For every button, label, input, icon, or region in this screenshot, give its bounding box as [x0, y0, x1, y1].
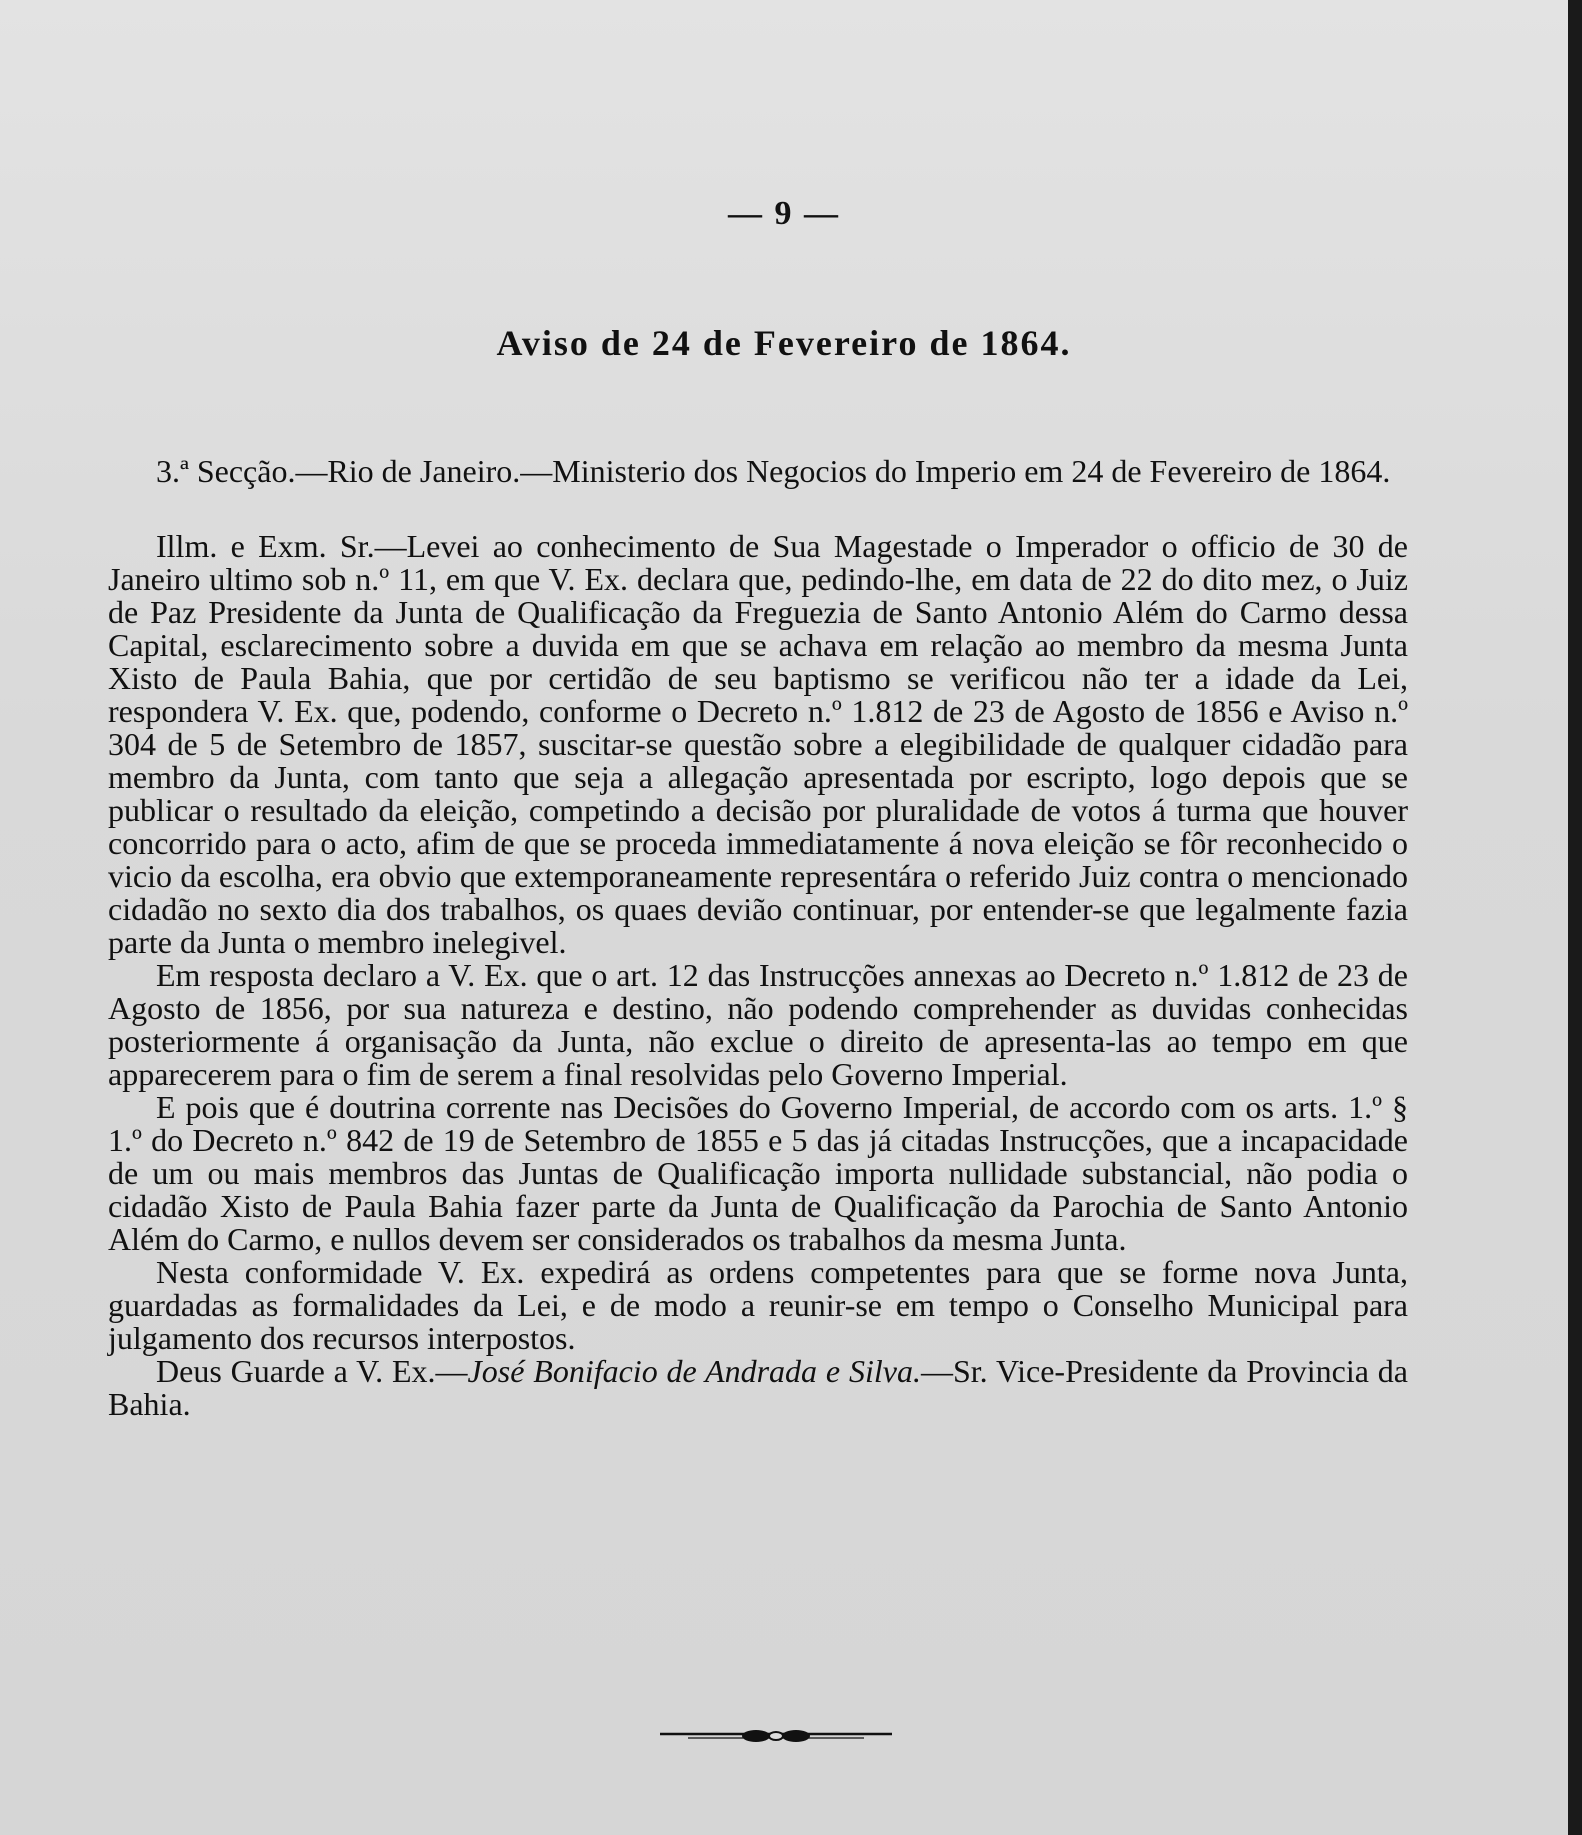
closing-prefix: Deus Guarde a V. Ex.— [156, 1353, 468, 1389]
closing-paragraph [108, 1355, 1408, 1421]
document-title: Aviso de 24 de Fevereiro de 1864. [496, 323, 1072, 363]
section-header: 3.ª Secção.—Rio de Janeiro.—Ministerio dos Negocios do Imperio em 24 de Fevereiro de 1864. [156, 453, 1391, 489]
document-body [108, 455, 1408, 1421]
page-number: — 9 — [728, 195, 840, 232]
paragraph-4: Nesta conformidade V. Ex. expedirá as ordens competentes para que se forme nova Junta, guardadas as formalidades da Lei, e de modo a reunir-se em tempo o Conselho Municipal para julgamento dos recursos interpostos. [108, 1254, 1408, 1356]
signatory-name: José Bonifacio de Andrada e Silva. [467, 1353, 921, 1389]
paragraph-2: Em resposta declaro a V. Ex. que o art. 12 das Instrucções annexas ao Decreto n.º 1.812 de 23 de Agosto de 1856, por sua natureza e destino, não podendo comprehender as duvidas conhecidas posteriormente á organisação da Junta, não exclue o direito de apresenta-las ao tempo em que apparecerem para o fim de serem a final resolvidas pelo Governo Imperial. [108, 957, 1408, 1092]
paragraph-3: E pois que é doutrina corrente nas Decisões do Governo Imperial, de accordo com os arts. 1.º § 1.º do Decreto n.º 842 de 19 de Setembro de 1855 e 5 das já citadas Instrucções, que a incapacidade de um ou mais membros das Juntas de Qualificação importa nullidade substancial, não podia o cidadão Xisto de Paula Bahia fazer parte da Junta de Qualificação da Parochia de Santo Antonio Além do Carmo, e nullos devem ser considerados os trabalhos da mesma Junta. [108, 1089, 1408, 1257]
paragraph-1: Illm. e Exm. Sr.—Levei ao conhecimento de Sua Magestade o Imperador o officio de 30 de Janeiro ultimo sob n.º 11, em que V. Ex. declara que, pedindo-lhe, em data de 22 do dito mez, o Juiz de Paz Presidente da Junta de Qualificação da Freguezia de Santo Antonio Além do Carmo dessa Capital, esclarecimento sobre a duvida em que se achava em relação ao membro da mesma Junta Xisto de Paula Bahia, que por certidão de seu baptismo se verificou não ter a idade da Lei, respondera V. Ex. que, podendo, conforme o Decreto n.º 1.812 de 23 de Agosto de 1856 e Aviso n.º 304 de 5 de Setembro de 1857, suscitar-se questão sobre a elegibilidade de qualquer cidadão para membro da Junta, com tanto que seja a allegação apresentada por escripto, logo depois que se publicar o resultado da eleição, competindo a decisão por pluralidade de votos á turma que houver concorrido para o acto, afim de que se proceda immediatamente á nova eleição se fôr reconhecido o vicio da escolha, era obvio que extemporaneamente representára o referido Juiz contra o mencionado cidadão no sexto dia dos trabalhos, os quaes devião continuar, por entender-se que legalmente fazia parte da Junta o membro inelegivel. [108, 528, 1408, 960]
closing-suffix: —Sr. Vice-Presidente da Provincia da Bahia. [108, 1353, 1409, 1422]
end-ornament-divider [658, 1728, 894, 1744]
